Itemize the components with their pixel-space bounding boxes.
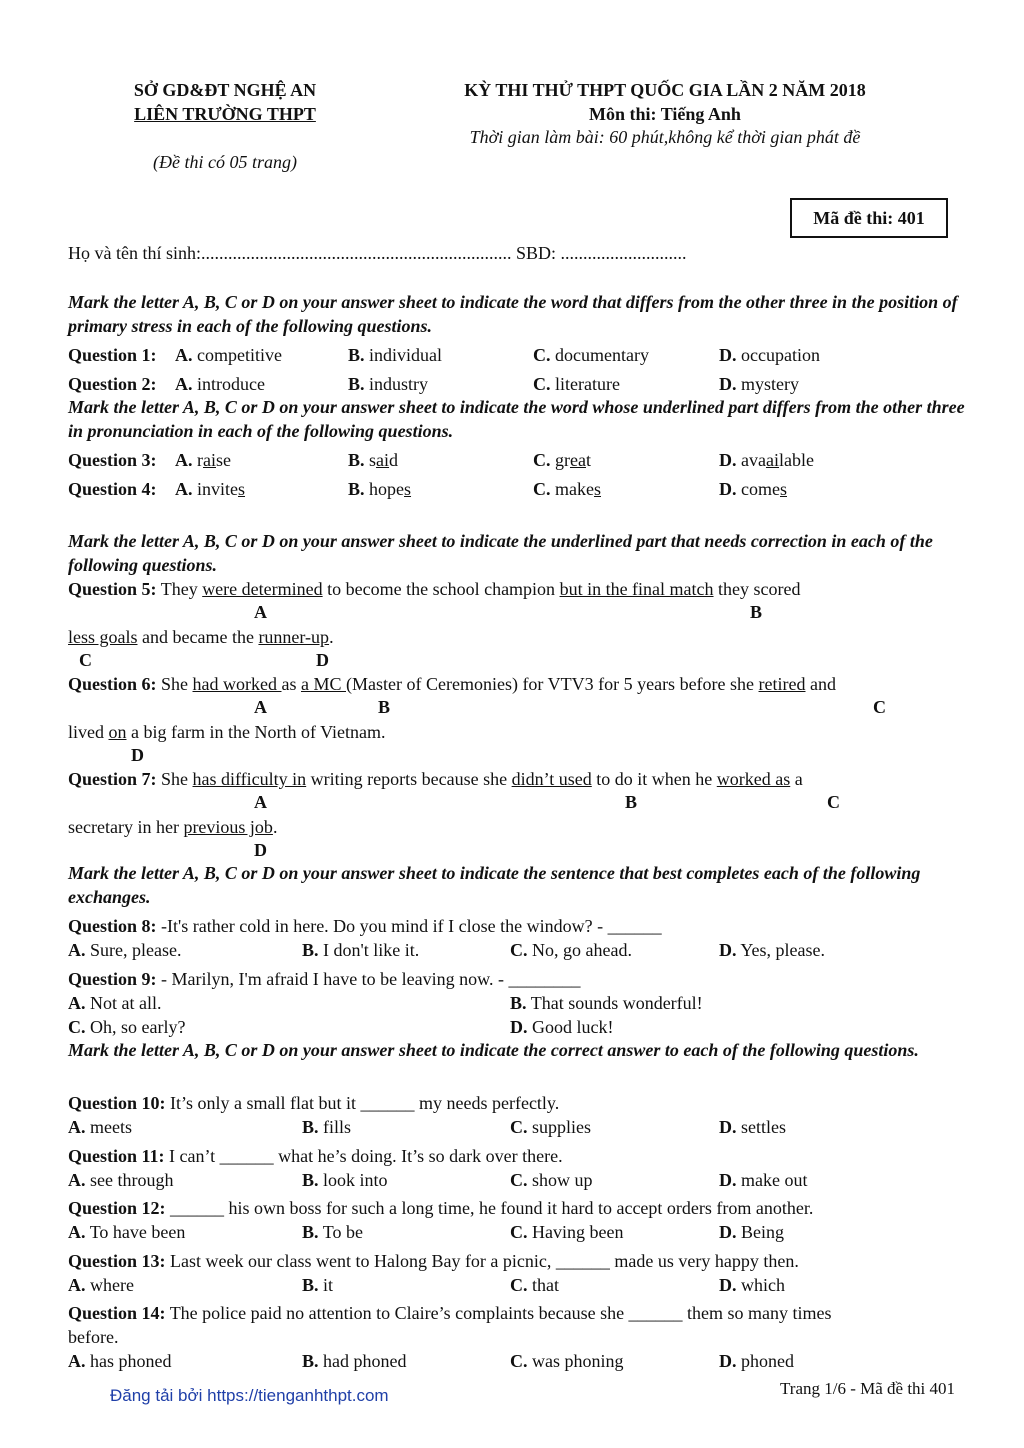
q8-stem: Question 8: -It's rather cold in here. Do you mind if I close the window? - ______ xyxy=(68,916,662,936)
q4-label: Question 4: xyxy=(68,479,157,499)
q8-option-a: A. Sure, please. xyxy=(68,940,182,960)
q7-marker-b: B xyxy=(625,792,638,812)
q13-option-d: D. which xyxy=(719,1275,785,1295)
instruction-pronunciation: Mark the letter A, B, C or D on your answer sheet to indicate the word whose underlined part differs from the other three in pronunciation in each of the following questions. xyxy=(68,397,965,441)
q5-line1: Question 5: They were determined to become the school champion but in the final match they scored xyxy=(68,579,801,599)
q3-option-a: A. raise xyxy=(175,450,231,470)
q11-stem: Question 11: I can’t ______ what he’s doing. It’s so dark over there. xyxy=(68,1146,563,1166)
instruction-exchanges: Mark the letter A, B, C or D on your answer sheet to indicate the sentence that best completes each of the following exchanges. xyxy=(68,863,921,907)
q14-option-b: B. had phoned xyxy=(302,1351,407,1371)
q8-option-d: D. Yes, please. xyxy=(719,940,826,960)
q4-option-a: A. invites xyxy=(175,479,246,499)
q1-option-b: B. individual xyxy=(348,345,443,365)
q2-option-c: C. literature xyxy=(533,374,620,394)
q1-option-d: D. occupation xyxy=(719,345,820,365)
q10-option-a: A. meets xyxy=(68,1117,132,1137)
q4-option-d: D. comes xyxy=(719,479,787,499)
q8-option-b: B. I don't like it. xyxy=(302,940,420,960)
q12-option-b: B. To be xyxy=(302,1222,363,1242)
q1-label: Question 1: xyxy=(68,345,157,365)
exam-code: Mã đề thi: 401 xyxy=(813,207,925,228)
q9-option-c: C. Oh, so early? xyxy=(68,1017,186,1037)
q12-stem: Question 12: ______ his own boss for such a long time, he found it hard to accept orders from another. xyxy=(68,1198,814,1218)
q14-option-d: D. phoned xyxy=(719,1351,794,1371)
q11-option-c: C. show up xyxy=(510,1170,593,1190)
exam-code-box xyxy=(790,198,948,238)
q14-stem: Question 14: The police paid no attention to Claire’s complaints because she ______ them so many times xyxy=(68,1303,832,1323)
q7-marker-c: C xyxy=(827,792,840,812)
q3-option-d: D. avaailable xyxy=(719,450,814,470)
q14-option-c: C. was phoning xyxy=(510,1351,624,1371)
q6-line1: Question 6: She had worked as a MC (Master of Ceremonies) for VTV3 for 5 years before she retired and xyxy=(68,674,836,694)
q7-line2: secretary in her previous job. xyxy=(68,817,278,837)
q10-option-d: D. settles xyxy=(719,1117,786,1137)
q7-line1: Question 7: She has difficulty in writing reports because she didn’t used to do it when he worked as a xyxy=(68,769,803,789)
subject-line: Môn thi: Tiếng Anh xyxy=(589,104,741,124)
q12-option-d: D. Being xyxy=(719,1222,784,1242)
q5-line2: less goals and became the runner-up. xyxy=(68,627,334,647)
q10-stem: Question 10: It’s only a small flat but it ______ my needs perfectly. xyxy=(68,1093,560,1113)
q3-label: Question 3: xyxy=(68,450,157,470)
q6-marker-b: B xyxy=(378,697,391,717)
q4-option-b: B. hopes xyxy=(348,479,412,499)
q10-option-c: C. supplies xyxy=(510,1117,592,1137)
exam-title: KỲ THI THỬ THPT QUỐC GIA LẦN 2 NĂM 2018 xyxy=(464,80,866,100)
q5-marker-c: C xyxy=(79,650,92,670)
q11-option-d: D. make out xyxy=(719,1170,808,1190)
footer-upload-link[interactable]: Đăng tải bởi https://tienganhthpt.com xyxy=(110,1386,389,1405)
q14-stem-continued: before. xyxy=(68,1327,119,1347)
q1-option-c: C. documentary xyxy=(533,345,649,365)
q2-option-a: A. introduce xyxy=(175,374,265,394)
q10-option-b: B. fills xyxy=(302,1117,352,1137)
department-name: SỞ GD&ĐT NGHỆ AN xyxy=(133,80,317,100)
instruction-stress: Mark the letter A, B, C or D on your answer sheet to indicate the word that differs from the other three in the position of primary stress in each of the following questions. xyxy=(68,292,958,336)
time-line: Thời gian làm bài: 60 phút,không kể thời gian phát đề xyxy=(469,127,861,147)
instruction-correct-answer: Mark the letter A, B, C or D on your answer sheet to indicate the correct answer to each of the following questions. xyxy=(68,1040,919,1060)
q2-label: Question 2: xyxy=(68,374,157,394)
q11-option-a: A. see through xyxy=(68,1170,174,1190)
q11-option-b: B. look into xyxy=(302,1170,388,1190)
instruction-correction: Mark the letter A, B, C or D on your answer sheet to indicate the underlined part that needs correction in each of the following questions. xyxy=(68,531,933,575)
q3-option-c: C. great xyxy=(533,450,591,470)
q1-option-a: A. competitive xyxy=(175,345,282,365)
page-count-note: (Đề thi có 05 trang) xyxy=(153,152,297,172)
q12-option-c: C. Having been xyxy=(510,1222,624,1242)
q12-option-a: A. To have been xyxy=(68,1222,186,1242)
q13-option-c: C. that xyxy=(510,1275,559,1295)
q7-marker-a: A xyxy=(254,792,267,812)
student-info-line: Họ và tên thí sinh:..................................................................... SBD: ............................ xyxy=(68,243,687,263)
q5-marker-d: D xyxy=(316,650,329,670)
q13-option-a: A. where xyxy=(68,1275,134,1295)
q9-option-b: B. That sounds wonderful! xyxy=(510,993,703,1013)
q4-option-c: C. makes xyxy=(533,479,601,499)
q13-option-b: B. it xyxy=(302,1275,334,1295)
q7-marker-d: D xyxy=(254,840,267,860)
q5-marker-b: B xyxy=(750,602,763,622)
q2-option-d: D. mystery xyxy=(719,374,799,394)
q6-marker-d: D xyxy=(131,745,144,765)
q2-option-b: B. industry xyxy=(348,374,429,394)
q9-stem: Question 9: - Marilyn, I'm afraid I have to be leaving now. - ________ xyxy=(68,969,581,989)
q3-option-b: B. said xyxy=(348,450,399,470)
q6-line2: lived on a big farm in the North of Vietnam. xyxy=(68,722,386,742)
footer-page-number: Trang 1/6 - Mã đề thi 401 xyxy=(780,1379,956,1398)
q9-option-a: A. Not at all. xyxy=(68,993,162,1013)
q13-stem: Question 13: Last week our class went to Halong Bay for a picnic, ______ made us very happy then. xyxy=(68,1251,799,1271)
school-group-name: LIÊN TRƯỜNG THPT xyxy=(134,104,316,124)
q6-marker-c: C xyxy=(873,697,886,717)
q14-option-a: A. has phoned xyxy=(68,1351,172,1371)
q8-option-c: C. No, go ahead. xyxy=(510,940,632,960)
q9-option-d: D. Good luck! xyxy=(510,1017,614,1037)
q6-marker-a: A xyxy=(254,697,267,717)
q5-marker-a: A xyxy=(254,602,267,622)
